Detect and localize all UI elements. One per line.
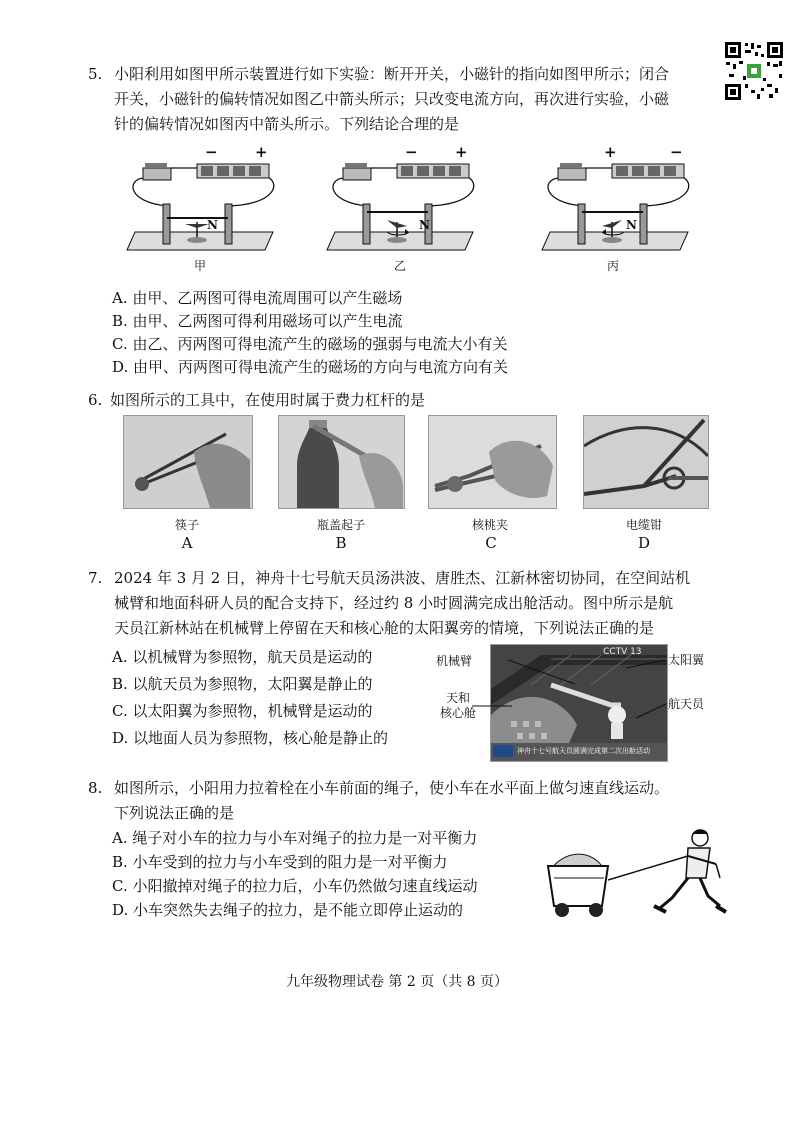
boy-pulling-cart-illustration — [540, 826, 740, 922]
tool-name-d: 电缆钳 — [625, 518, 662, 532]
q5-yi-needle-n: N — [419, 218, 430, 232]
tool-letter-c[interactable]: C — [485, 534, 497, 552]
q7-option-c[interactable]: C. 以太阳翼为参照物，机械臂是运动的 — [112, 702, 373, 720]
q5-stem — [88, 62, 718, 137]
q5-figure-jia — [125, 140, 285, 275]
q5-bing-minus: − — [670, 143, 683, 161]
q5-option-a[interactable]: A. 由甲、乙两图可得电流周围可以产生磁场 — [112, 289, 403, 307]
q7-option-d[interactable]: D. 以地面人员为参照物，核心舱是静止的 — [112, 729, 389, 747]
q8-line1: 如图所示，小阳用力拉着栓在小车前面的绳子，使小车在水平面上做匀速直线运动。 — [114, 779, 670, 797]
qr-code — [723, 40, 785, 102]
tool-letter-a[interactable]: A — [181, 534, 193, 552]
q5-caption-yi: 乙 — [393, 259, 406, 273]
q5-caption-jia: 甲 — [193, 259, 206, 273]
q5-jia-plus: + — [255, 143, 268, 161]
q5-option-c[interactable]: C. 由乙、丙两图可得电流产生的磁场的强弱与电流大小有关 — [112, 335, 508, 353]
q7-options — [112, 644, 432, 752]
q5-figure-yi — [325, 140, 485, 275]
cctv-logo: CCTV 13 — [603, 647, 642, 657]
q5-line3: 针的偏转情况如图丙中箭头所示。下列结论合理的是 — [114, 115, 460, 133]
q7-line2: 械臂和地面科研人员的配合支持下，经过约 8 小时圆满完成出舱活动。图中所示是航 — [114, 594, 674, 612]
tool-photo-chopsticks — [123, 415, 253, 509]
q8-number: 8. — [88, 779, 103, 797]
q7-stem — [88, 566, 728, 641]
q5-options — [112, 287, 712, 379]
q5-yi-minus: − — [405, 143, 418, 161]
q5-jia-minus: − — [205, 143, 218, 161]
q7-option-b[interactable]: B. 以航天员为参照物，太阳翼是静止的 — [112, 675, 373, 693]
tool-photo-cable-cutter — [583, 415, 709, 509]
q7-line3: 天员江新林站在机械臂上停留在天和核心舱的太阳翼旁的情境，下列说法正确的是 — [114, 619, 655, 637]
q5-line2: 开关，小磁针的偏转情况如图乙中箭头所示；只改变电流方向，再次进行实验，小磁 — [114, 90, 670, 108]
q5-yi-plus: + — [455, 143, 468, 161]
q5-option-b[interactable]: B. 由甲、乙两图可得利用磁场可以产生电流 — [112, 312, 403, 330]
q5-line1: 小阳利用如图甲所示装置进行如下实验：断开开关，小磁针的指向如图甲所示；闭合 — [114, 65, 670, 83]
tool-photo-bottle-opener — [278, 415, 405, 509]
label-tianhe-core-line1: 天和 — [446, 691, 471, 705]
q7-number: 7. — [88, 569, 103, 587]
q8-option-a[interactable]: A. 绳子对小车的拉力与小车对绳子的拉力是一对平衡力 — [112, 829, 478, 847]
label-robotic-arm: 机械臂 — [436, 654, 473, 668]
q8-option-c[interactable]: C. 小阳撤掉对绳子的拉力后，小车仍然做匀速直线运动 — [112, 877, 478, 895]
q6-stem — [88, 388, 718, 413]
tool-name-c: 核桃夹 — [471, 518, 508, 532]
q5-number: 5. — [88, 65, 103, 83]
tool-letter-d[interactable]: D — [637, 534, 651, 552]
tool-name-b: 瓶盖起子 — [316, 518, 365, 532]
q7-line1: 2024 年 3 月 2 日，神舟十七号航天员汤洪波、唐胜杰、江新林密切协同，在空间站机 — [114, 569, 691, 587]
tool-name-a: 筷子 — [174, 518, 199, 532]
label-astronaut: 航天员 — [668, 697, 705, 711]
q5-jia-needle-n: N — [207, 218, 218, 232]
q8-option-d[interactable]: D. 小车突然失去绳子的拉力，是不能立即停止运动的 — [112, 901, 464, 919]
label-solar-wing: 太阳翼 — [668, 653, 705, 667]
tool-letter-b[interactable]: B — [335, 534, 347, 552]
q5-bing-needle-n: N — [626, 218, 637, 232]
tool-photo-nutcracker — [428, 415, 557, 509]
q8-option-b[interactable]: B. 小车受到的拉力与小车受到的阻力是一对平衡力 — [112, 853, 448, 871]
q5-bing-plus: + — [604, 143, 617, 161]
q7-option-a[interactable]: A. 以机械臂为参照物，航天员是运动的 — [112, 648, 373, 666]
q8-stem — [88, 776, 728, 826]
q6-number: 6. — [88, 391, 103, 409]
label-tianhe-core-line2: 核心舱 — [440, 706, 477, 720]
page-footer: 九年级物理试卷 第 2 页（共 8 页） — [285, 974, 509, 990]
q5-caption-bing: 丙 — [606, 259, 619, 273]
q6-text: 如图所示的工具中，在使用时属于费力杠杆的是 — [110, 391, 426, 409]
news-banner: 神舟十七号航天员圆满完成第二次出舱活动 — [517, 747, 650, 755]
q5-figure-bing — [540, 140, 700, 275]
q5-option-d[interactable]: D. 由甲、丙两图可得电流产生的磁场的方向与电流方向有关 — [112, 358, 509, 376]
qr-code-icon — [723, 40, 785, 102]
q8-options — [112, 826, 552, 922]
q8-line2: 下列说法正确的是 — [114, 804, 235, 822]
